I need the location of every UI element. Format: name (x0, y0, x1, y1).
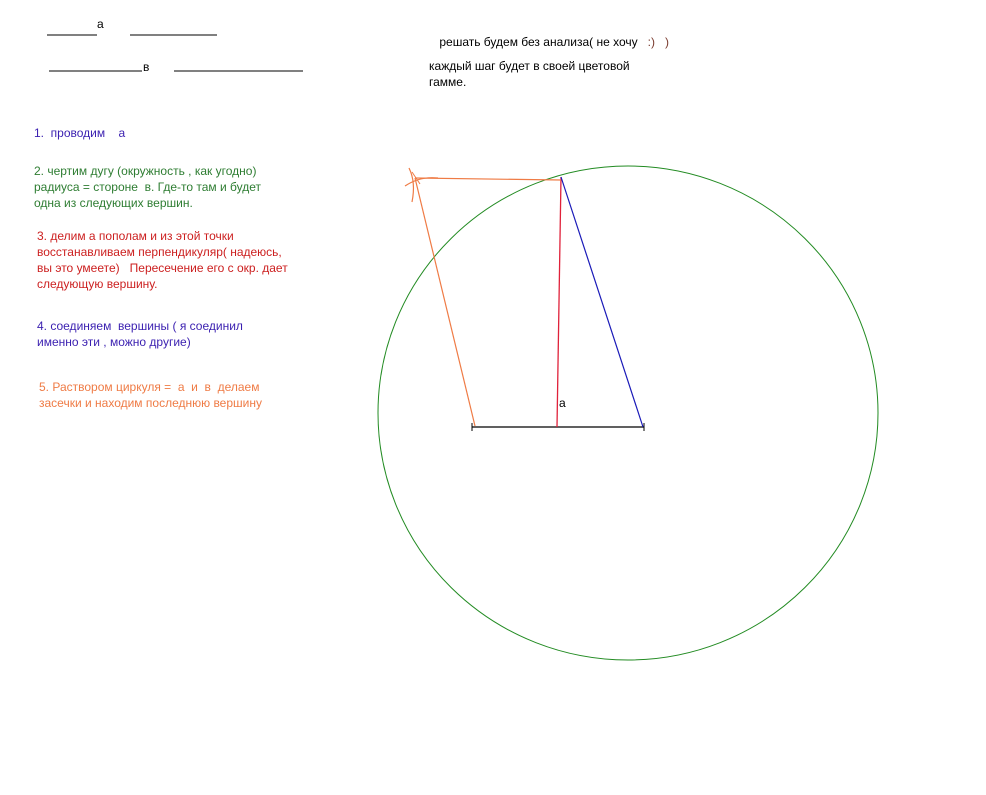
step-2-line-2: радиуса = стороне в. Где-то там и будет (34, 180, 262, 194)
step-4-line-2: именно эти , можно другие) (37, 335, 191, 349)
step-5-line-1: 5. Раствором циркуля = а и в делаем (39, 380, 260, 394)
header-title-close: ) (665, 35, 669, 49)
step-1-line-1: 1. проводим а (34, 126, 126, 140)
header-title-smiley: :) (647, 35, 655, 49)
step-2 (34, 163, 261, 211)
perpendicular-line (557, 177, 561, 427)
step-3-line-2: восстанавливаем перпендикуляр( надеюсь, (37, 245, 282, 259)
step-3-line-1: 3. делим а пополам и из этой точки (37, 229, 234, 243)
step-2-line-1: 2. чертим дугу (окружность , как угодно) (34, 164, 257, 178)
given-label-a: а (97, 17, 104, 31)
orange-side-left (415, 178, 475, 426)
header-note (429, 58, 630, 90)
step-5 (39, 379, 262, 411)
segment-label-a: а (559, 396, 566, 410)
compass-mark-2 (405, 178, 438, 186)
header-note-line1: каждый шаг будет в своей цветовой (429, 59, 630, 73)
step-4 (37, 318, 243, 350)
step-5-line-2: засечки и находим последнюю вершину (39, 396, 262, 410)
step-2-line-3: одна из следующих вершин. (34, 196, 193, 210)
header-note-line2: гамме. (429, 75, 467, 89)
step-3-line-4: следующую вершину. (37, 277, 158, 291)
step-4-line-1: 4. соединяем вершины ( я соединил (37, 319, 243, 333)
step-3 (37, 228, 288, 292)
arc-circle (378, 166, 878, 660)
connecting-side (561, 177, 643, 427)
header-title-text: решать будем без анализа( не хочу (439, 35, 638, 49)
given-label-b: в (143, 60, 150, 74)
step-1 (34, 125, 125, 141)
step-3-line-3: вы это умеете) Пересечение его с окр. дает (37, 261, 288, 275)
